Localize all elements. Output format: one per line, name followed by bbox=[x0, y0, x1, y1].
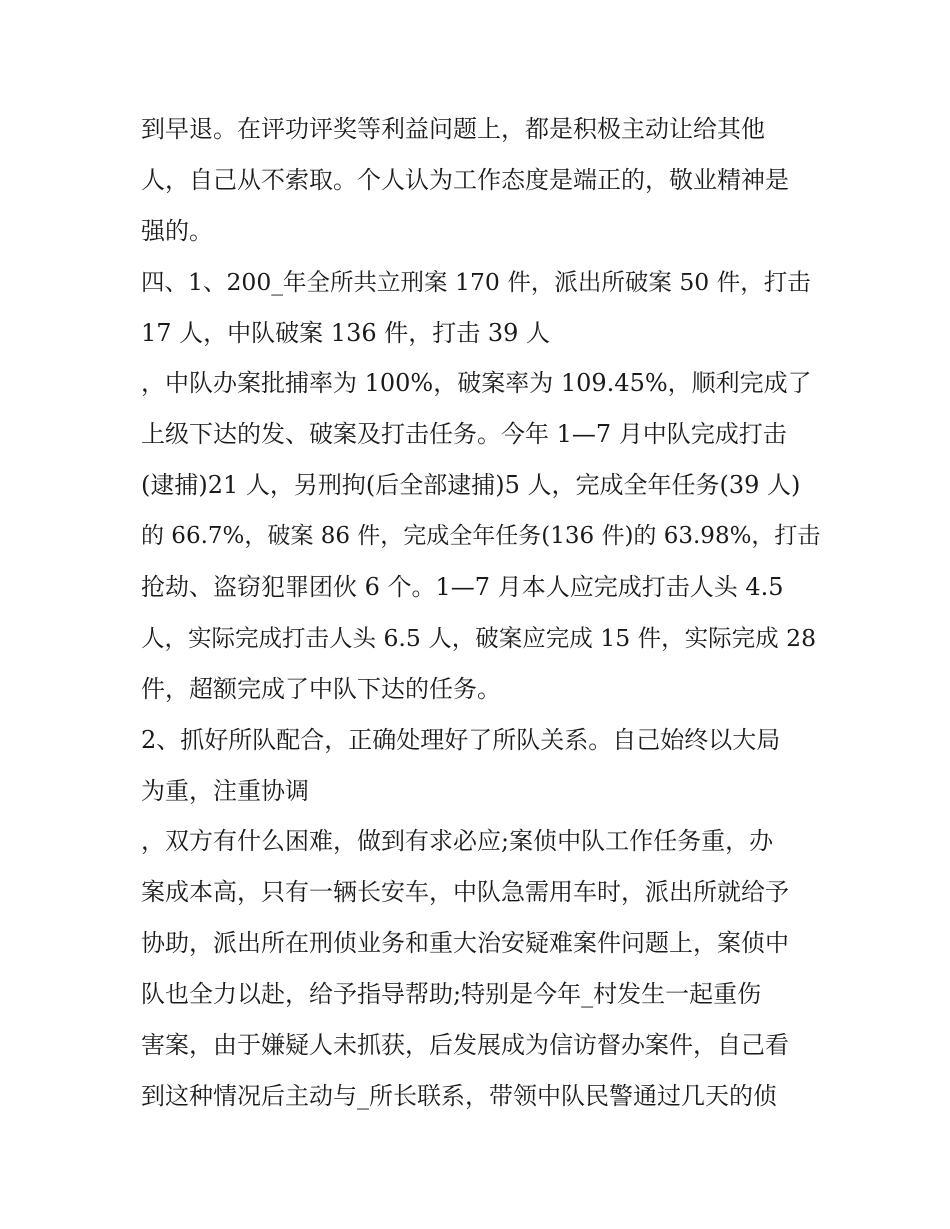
text-line: 害案，由于嫌疑人未抓获，后发展成为信访督办案件，自己看 bbox=[141, 1031, 789, 1060]
text-line: 为重，注重协调 bbox=[141, 776, 309, 805]
text-line: 件，超额完成了中队下达的任务。 bbox=[141, 674, 501, 703]
text-line: 的 66.7%，破案 86 件，完成全年任务(136 件)的 63.98%，打击 bbox=[141, 523, 821, 550]
text-line: 协助，派出所在刑侦业务和重大治安疑难案件问题上，案侦中 bbox=[141, 929, 789, 958]
text-line: 2、抓好所队配合，正确处理好了所队关系。自己始终以大局 bbox=[141, 725, 781, 754]
text-line: 案成本高，只有一辆长安车，中队急需用车时，派出所就给予 bbox=[141, 878, 789, 907]
text-line: 人，实际完成打击人头 6.5 人，破案应完成 15 件，实际完成 28 bbox=[141, 623, 817, 652]
text-line: (逮捕)21 人，另刑拘(后全部逮捕)5 人，完成全年任务(39 人) bbox=[141, 471, 801, 500]
text-line: 17 人，中队破案 136 件，打击 39 人 bbox=[141, 318, 551, 347]
text-line: 强的。 bbox=[141, 216, 213, 245]
text-line: 四、1、200_年全所共立刑案 170 件，派出所破案 50 件，打击 bbox=[141, 267, 811, 296]
body-text bbox=[141, 104, 821, 1122]
text-line: 队也全力以赴，给予指导帮助;特别是今年_村发生一起重伤 bbox=[141, 980, 762, 1009]
text-line: 抢劫、盗窃犯罪团伙 6 个。1—7 月本人应完成打击人头 4.5 bbox=[141, 573, 784, 602]
text-line: 到这种情况后主动与_所长联系，带领中队民警通过几天的侦 bbox=[141, 1081, 777, 1110]
text-line: 到早退。在评功评奖等利益问题上，都是积极主动让给其他 bbox=[141, 115, 765, 143]
text-line: ，中队办案批捕率为 100%，破案率为 109.45%，顺利完成了 bbox=[141, 369, 812, 398]
text-line: ，双方有什么困难，做到有求必应;案侦中队工作任务重，办 bbox=[141, 827, 774, 856]
text-line: 上级下达的发、破案及打击任务。今年 1—7 月中队完成打击 bbox=[141, 420, 787, 449]
text-line: 人，自己从不索取。个人认为工作态度是端正的，敬业精神是 bbox=[141, 165, 789, 194]
